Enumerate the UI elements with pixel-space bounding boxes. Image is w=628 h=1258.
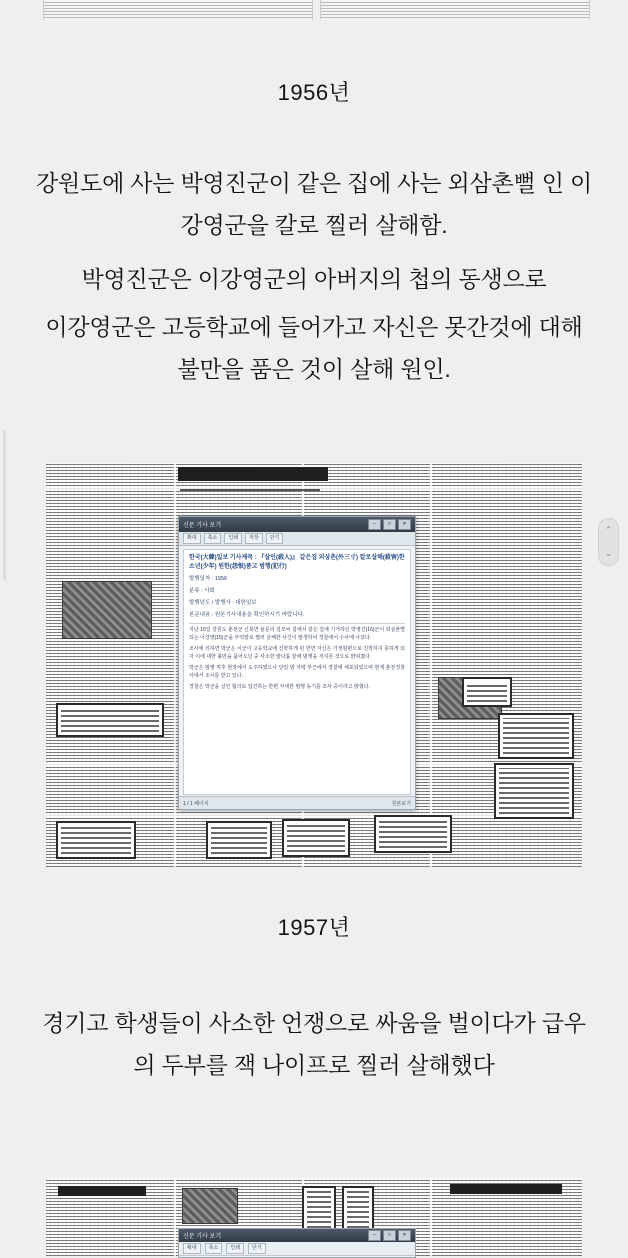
document-divider (189, 623, 405, 624)
document-meta-category: 분류 : 사회 (189, 588, 215, 594)
year-heading-1956: 1956년 (277, 80, 351, 105)
reader-document-body[interactable] (183, 549, 411, 795)
print-button[interactable]: 인쇄 (224, 533, 242, 544)
reader-titlebar[interactable] (179, 1229, 415, 1242)
paragraph-1956-motive: 이강영군은 고등학교에 들어가고 자신은 못간것에 대해 불만을 품은 것이 살해 원인. (45, 314, 583, 382)
zoom-in-button[interactable]: 확대 (183, 533, 201, 544)
document-meta-date: 발행일자 : 1956 (189, 576, 228, 582)
headline-banner (450, 1184, 562, 1194)
window-controls[interactable] (368, 1230, 411, 1241)
year-heading-1957: 1957년 (277, 915, 351, 940)
headline-banner (178, 467, 328, 481)
original-view-link[interactable]: 원본보기 (391, 800, 411, 807)
close-button[interactable]: ✕ (398, 519, 411, 530)
newspaper-ad (494, 763, 574, 819)
column-divider (430, 1178, 432, 1256)
clipped-image-left (43, 0, 313, 20)
close-button[interactable]: ✕ (398, 1230, 411, 1241)
document-meta-publisher: 발행년도 / 발행사 : 대한일보 (189, 600, 257, 606)
reader-toolbar-2[interactable] (179, 1242, 415, 1256)
maximize-button[interactable]: □ (383, 1230, 396, 1241)
column-divider (174, 463, 176, 867)
newspaper-ad (374, 815, 452, 853)
scroll-stepper[interactable] (598, 518, 619, 566)
document-title: 한국(大韓)일보 기사제목 : 『살인(殺人)』 같은집 외삼촌(外三寸) 칼로살해(殺害)한 소년(少年) 원한(怨恨)품고 범행(犯行) (189, 555, 405, 570)
chevron-down-icon[interactable]: ⌄ (604, 548, 613, 558)
headline-banner (58, 1186, 146, 1196)
minimize-button[interactable]: ─ (368, 519, 381, 530)
window-controls[interactable] (368, 519, 411, 530)
reader-window-title: 신문 기사 보기 (183, 1234, 222, 1240)
document-paragraph: 조사에 의하면 박군은 이군이 고등학교에 진학하게 된 반면 자신은 가정형편으로 진학하지 못하게 되자 이에 대한 불만을 품어오던 중 사소한 말다툼 끝에 범행을 저지른 것으로 밝혀졌다. (189, 646, 405, 660)
page-indicator: 1 / 1 페이지 (183, 800, 209, 807)
paragraph-1956-main: 강원도에 사는 박영진군이 같은 집에 사는 외삼촌뻘 인 이강영군을 칼로 찔러 살해함. (36, 170, 592, 238)
newspaper-ad (282, 819, 350, 857)
newspaper-ad (56, 821, 136, 859)
reader-window-title: 신문 기사 보기 (183, 523, 222, 529)
close-doc-button[interactable]: 닫기 (248, 1243, 266, 1254)
close-doc-button[interactable]: 닫기 (266, 533, 284, 544)
column-divider (430, 463, 432, 867)
newspaper-ad (498, 713, 574, 759)
minimize-button[interactable]: ─ (368, 1230, 381, 1241)
document-paragraph: 경찰은 박군을 살인 혐의로 입건하는 한편 자세한 범행 동기를 조사 중이라고 밝혔다. (189, 684, 370, 690)
zoom-out-button[interactable]: 축소 (205, 1243, 223, 1254)
newspaper-ad (462, 677, 512, 707)
reader-toolbar[interactable] (179, 532, 415, 546)
top-clipped-images (0, 0, 628, 20)
paragraph-1956-relation: 박영진군은 이강영군의 아버지의 첩의 동생으로 (81, 266, 547, 292)
save-button[interactable]: 저장 (245, 533, 263, 544)
reader-titlebar[interactable] (179, 517, 415, 532)
document-paragraph: 지난 15일 강원도 춘천군 신북면 율문리 김모씨 집에서 같은 집에 기거하던 박영진(16)군이 외삼촌뻘 되는 이강영(15)군을 부엌칼로 찔러 살해한 사건이 발생하여 경찰에서 수사에 나섰다. (189, 627, 405, 641)
zoom-out-button[interactable]: 축소 (204, 533, 222, 544)
newspaper-photo (182, 1188, 238, 1224)
clipped-image-right (320, 0, 590, 20)
maximize-button[interactable]: □ (383, 519, 396, 530)
scrollbar-track[interactable] (3, 430, 6, 580)
zoom-in-button[interactable]: 확대 (183, 1243, 201, 1254)
newspaper-ad (206, 821, 272, 859)
paragraph-1957-main: 경기고 학생들이 사소한 언쟁으로 싸움을 벌이다가 급우의 두부를 잭 나이프로 찔러 살해했다 (42, 1010, 586, 1078)
newspaper-photo (62, 581, 152, 639)
reader-statusbar (179, 796, 415, 809)
document-paragraph: 박군은 범행 직후 현장에서 도주하였으나 당일 밤 자택 부근에서 경찰에 체포되었으며 현재 춘천경찰서에서 조사를 받고 있다. (189, 665, 405, 679)
column-divider (174, 1178, 176, 1256)
document-meta-note: 본문내용 : 원본기사내용을 확인하시기 바랍니다. (189, 612, 305, 618)
article-reader-window[interactable] (178, 516, 416, 810)
print-button[interactable]: 인쇄 (226, 1243, 244, 1254)
chevron-up-icon[interactable]: ⌃ (604, 525, 613, 535)
headline-underline (180, 489, 320, 491)
newspaper-ad (56, 703, 164, 737)
article-reader-window-2[interactable] (178, 1228, 416, 1258)
